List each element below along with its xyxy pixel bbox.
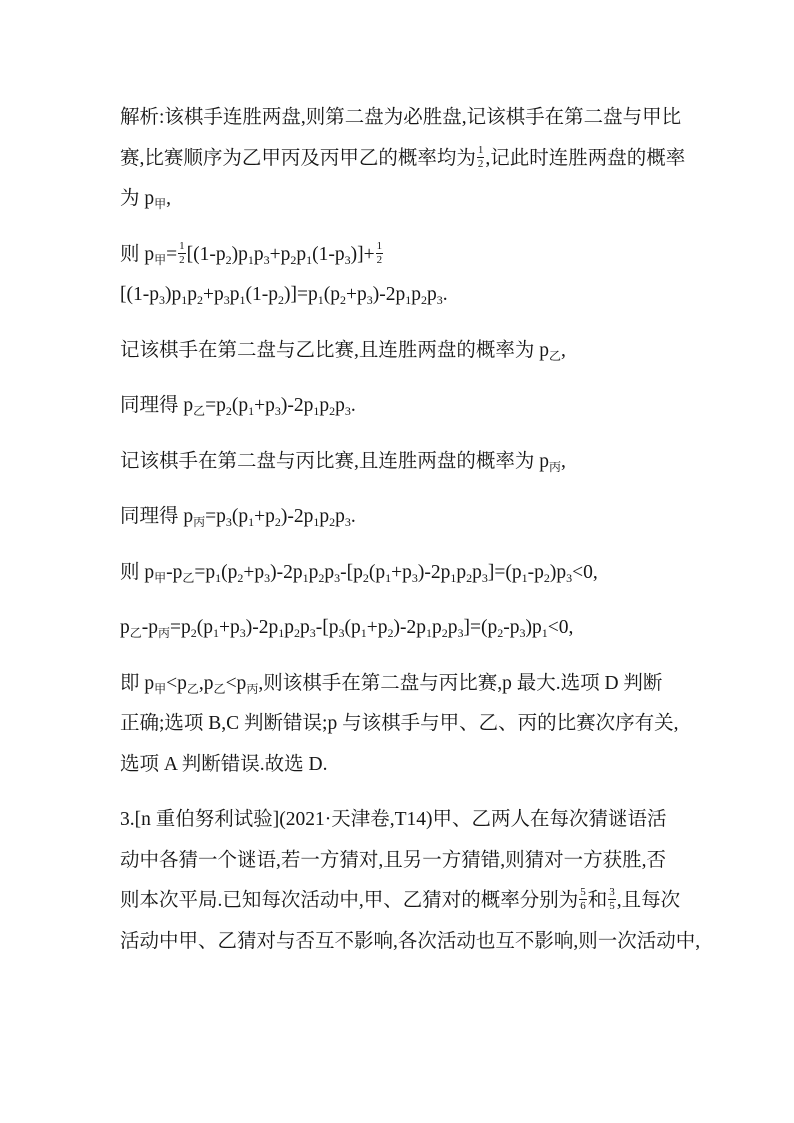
subscript: 1 bbox=[302, 570, 309, 585]
text-run: 记该棋手在第二盘与乙比赛,且连胜两盘的概率为 p bbox=[120, 339, 550, 361]
subscript: 1 bbox=[278, 626, 285, 640]
subscript: 乙 bbox=[193, 404, 206, 418]
paragraph bbox=[120, 442, 760, 483]
text-run: +p bbox=[202, 284, 224, 305]
subscript: 3 bbox=[436, 293, 443, 307]
subscript: 1 bbox=[405, 293, 412, 307]
text-run: p bbox=[319, 395, 330, 416]
text-run: p bbox=[300, 617, 310, 638]
text-run: (p bbox=[231, 506, 249, 527]
text-run: )]=p bbox=[283, 284, 318, 305]
text-line bbox=[120, 841, 760, 882]
subscript: 3 bbox=[344, 515, 351, 529]
subscript: 1 bbox=[215, 570, 222, 585]
subscript: 2 bbox=[237, 570, 244, 585]
subscript: 乙 bbox=[213, 681, 226, 696]
fraction-denominator: 6 bbox=[580, 900, 586, 912]
subscript: 1 bbox=[247, 252, 254, 267]
text-run: p bbox=[229, 284, 240, 305]
subscript: 甲 bbox=[154, 252, 167, 267]
text-line bbox=[120, 922, 760, 963]
text-run: )-2p bbox=[270, 561, 303, 583]
text-run: +p bbox=[243, 561, 265, 583]
text-line bbox=[120, 442, 760, 483]
subscript: 乙 bbox=[186, 681, 199, 696]
subscript: 2 bbox=[466, 570, 473, 585]
subscript: 2 bbox=[196, 293, 203, 307]
subscript: 丙 bbox=[246, 681, 259, 696]
text-run: p bbox=[253, 243, 264, 265]
paragraph bbox=[120, 497, 760, 538]
subscript: 丙 bbox=[193, 515, 206, 529]
text-run: 解析:该棋手连胜两盘,则第二盘为必胜盘,记该棋手在第二盘与甲比 bbox=[120, 107, 682, 128]
document-page-body bbox=[120, 98, 760, 977]
text-run: , bbox=[561, 339, 566, 361]
subscript: 1 bbox=[385, 570, 392, 585]
text-run: <0, bbox=[572, 561, 598, 583]
subscript: 3 bbox=[158, 293, 165, 307]
subscript: 2 bbox=[274, 515, 281, 529]
text-run: )-2p bbox=[245, 617, 279, 638]
text-line bbox=[120, 275, 760, 316]
text-line bbox=[120, 704, 760, 745]
text-line bbox=[120, 98, 760, 139]
fraction bbox=[376, 241, 384, 266]
subscript: 1 bbox=[426, 626, 433, 640]
text-run: <0, bbox=[547, 617, 574, 638]
subscript: 2 bbox=[339, 293, 346, 307]
text-run: <p bbox=[225, 672, 247, 694]
text-run: )]+ bbox=[350, 243, 375, 265]
text-run: -p bbox=[527, 561, 544, 583]
text-run: p bbox=[335, 506, 345, 527]
subscript: 3 bbox=[334, 570, 341, 585]
subscript: 3 bbox=[411, 570, 418, 585]
subscript: 1 bbox=[450, 570, 457, 585]
fraction-denominator: 2 bbox=[179, 253, 185, 266]
text-run: +p bbox=[254, 506, 275, 527]
subscript: 1 bbox=[181, 293, 188, 307]
text-line bbox=[120, 386, 760, 427]
subscript: 1 bbox=[360, 626, 367, 640]
subscript: 2 bbox=[290, 252, 297, 267]
subscript: 2 bbox=[329, 515, 336, 529]
text-run: p bbox=[308, 561, 319, 583]
text-run: )-2p bbox=[280, 395, 314, 416]
text-run: p bbox=[187, 284, 197, 305]
text-run: =p bbox=[170, 617, 191, 638]
fraction-numerator: 5 bbox=[580, 886, 586, 898]
text-line bbox=[120, 497, 760, 538]
text-run: +p bbox=[391, 561, 412, 583]
text-run: ]=(p bbox=[487, 561, 522, 583]
text-line bbox=[120, 331, 760, 372]
text-run: ,记此时连胜两盘的概率 bbox=[485, 147, 686, 169]
subscript: 2 bbox=[318, 570, 325, 585]
text-run: =p bbox=[205, 506, 226, 527]
text-run: [(1-p bbox=[186, 243, 226, 265]
text-run: 则本次平局.已知每次活动中,甲、乙猜对的概率分别为 bbox=[120, 890, 579, 911]
text-line bbox=[120, 235, 760, 276]
text-run: )p bbox=[231, 243, 248, 265]
subscript: 2 bbox=[277, 293, 284, 307]
text-run: (1-p bbox=[312, 243, 345, 265]
fraction bbox=[579, 887, 587, 912]
subscript: 乙 bbox=[129, 626, 142, 640]
subscript: 甲 bbox=[154, 681, 167, 696]
subscript: 3 bbox=[457, 626, 464, 640]
text-run: 和 bbox=[587, 890, 608, 911]
text-run: p bbox=[324, 561, 335, 583]
subscript: 2 bbox=[225, 252, 232, 267]
subscript: 3 bbox=[566, 570, 573, 585]
text-run: 正确;选项 B,C 判断错误;p 与该棋手与甲、乙、丙的比赛次序有关, bbox=[120, 713, 679, 734]
text-run: )p bbox=[525, 617, 542, 638]
subscript: 3 bbox=[274, 404, 281, 418]
text-run: . bbox=[350, 395, 356, 416]
text-run: 同理得 p bbox=[120, 395, 194, 416]
paragraph bbox=[120, 664, 760, 786]
text-run: , bbox=[166, 188, 172, 209]
text-line bbox=[120, 664, 760, 705]
subscript: 甲 bbox=[154, 197, 167, 211]
text-run: (p bbox=[196, 617, 214, 638]
text-run: 则 p bbox=[120, 561, 155, 583]
text-run: )-2p bbox=[280, 506, 314, 527]
text-run: ,p bbox=[198, 672, 214, 694]
text-run: . bbox=[442, 284, 448, 305]
text-run: p bbox=[432, 617, 442, 638]
text-run: )-2p bbox=[417, 561, 451, 583]
text-line bbox=[120, 881, 760, 922]
subscript: 1 bbox=[248, 404, 255, 418]
text-run: 选项 A 判断错误.故选 D. bbox=[120, 753, 328, 775]
fraction bbox=[608, 887, 616, 912]
subscript: 3 bbox=[263, 252, 270, 267]
fraction bbox=[477, 145, 485, 170]
subscript: 1 bbox=[313, 404, 320, 418]
paragraph bbox=[120, 800, 760, 962]
text-run: p bbox=[472, 561, 482, 583]
text-run: p bbox=[120, 617, 130, 638]
text-run: -p bbox=[503, 617, 520, 638]
subscript: 3 bbox=[481, 570, 488, 585]
text-run: p bbox=[426, 284, 437, 305]
text-run: 即 p bbox=[120, 672, 155, 694]
text-run: (p bbox=[323, 284, 340, 305]
text-run: p bbox=[319, 506, 330, 527]
text-run: -[p bbox=[340, 561, 363, 583]
paragraph bbox=[120, 608, 760, 649]
paragraph bbox=[120, 331, 760, 372]
text-line bbox=[120, 179, 760, 220]
text-run: +p bbox=[219, 617, 240, 638]
subscript: 乙 bbox=[549, 348, 562, 363]
fraction-denominator: 2 bbox=[477, 157, 484, 170]
text-run: )p bbox=[549, 561, 567, 583]
text-run: (p bbox=[221, 561, 238, 583]
text-run: p bbox=[296, 243, 307, 265]
subscript: 1 bbox=[213, 626, 220, 640]
text-run: (1-p bbox=[245, 284, 278, 305]
subscript: 3 bbox=[239, 626, 246, 640]
fraction bbox=[178, 241, 186, 266]
fraction-numerator: 1 bbox=[376, 239, 383, 252]
subscript: 2 bbox=[225, 404, 232, 418]
subscript: 2 bbox=[441, 626, 448, 640]
text-run: -p bbox=[166, 561, 183, 583]
text-run: )-2p bbox=[372, 284, 406, 305]
text-run: 动中各猜一个谜语,若一方猜对,且另一方猜错,则猜对一方获胜,否 bbox=[120, 849, 667, 871]
text-run: 为 p bbox=[120, 188, 155, 209]
subscript: 2 bbox=[294, 626, 301, 640]
text-run: p bbox=[335, 395, 345, 416]
subscript: 2 bbox=[190, 626, 197, 640]
subscript: 1 bbox=[317, 293, 324, 307]
text-line bbox=[120, 553, 760, 594]
text-run: (p bbox=[231, 395, 249, 416]
text-line bbox=[120, 608, 760, 649]
text-run: )p bbox=[164, 284, 182, 305]
text-run: -[p bbox=[315, 617, 339, 638]
text-run: =p bbox=[205, 395, 226, 416]
subscript: 3 bbox=[344, 404, 351, 418]
text-run: 记该棋手在第二盘与丙比赛,且连胜两盘的概率为 p bbox=[120, 450, 550, 472]
text-run: p bbox=[447, 617, 458, 638]
subscript: 3 bbox=[223, 293, 230, 307]
text-run: 同理得 p bbox=[120, 506, 194, 527]
subscript: 1 bbox=[248, 515, 255, 529]
text-line bbox=[120, 800, 760, 841]
text-line bbox=[120, 139, 760, 180]
subscript: 乙 bbox=[182, 570, 195, 585]
subscript: 2 bbox=[329, 404, 336, 418]
text-run: =p bbox=[194, 561, 216, 583]
text-run: ]=(p bbox=[463, 617, 498, 638]
paragraph bbox=[120, 98, 760, 220]
paragraph bbox=[120, 235, 760, 316]
text-run: ,则该棋手在第二盘与丙比赛,p 最大.选项 D 判断 bbox=[258, 672, 663, 694]
text-run: 则 p bbox=[120, 243, 155, 265]
text-run: +p bbox=[366, 617, 388, 638]
text-run: (p bbox=[368, 561, 386, 583]
subscript: 1 bbox=[541, 626, 548, 640]
text-run: p bbox=[411, 284, 421, 305]
subscript: 2 bbox=[362, 570, 369, 585]
text-run: +p bbox=[345, 284, 367, 305]
fraction-numerator: 3 bbox=[609, 886, 615, 898]
text-run: <p bbox=[166, 672, 187, 694]
subscript: 3 bbox=[264, 570, 271, 585]
subscript: 2 bbox=[543, 570, 550, 585]
text-run: 赛,比赛顺序为乙甲丙及丙甲乙的概率均为 bbox=[120, 147, 476, 169]
paragraph bbox=[120, 386, 760, 427]
text-run: 活动中甲、乙猜对与否互不影响,各次活动也互不影响,则一次活动中, bbox=[120, 930, 701, 952]
text-run: p bbox=[456, 561, 467, 583]
subscript: 丙 bbox=[158, 626, 171, 640]
subscript: 1 bbox=[306, 252, 313, 267]
text-run: +p bbox=[269, 243, 291, 265]
subscript: 3 bbox=[225, 515, 232, 529]
text-run: . bbox=[350, 506, 356, 527]
subscript: 1 bbox=[239, 293, 246, 307]
subscript: 3 bbox=[309, 626, 316, 640]
subscript: 3 bbox=[519, 626, 526, 640]
text-run: 3.[n 重伯努利试验](2021·天津卷,T14)甲、乙两人在每次猜谜语活 bbox=[120, 809, 667, 830]
text-run: (p bbox=[344, 617, 361, 638]
text-run: , bbox=[561, 450, 566, 472]
subscript: 2 bbox=[420, 293, 427, 307]
fraction-denominator: 2 bbox=[376, 253, 383, 266]
subscript: 2 bbox=[497, 626, 504, 640]
subscript: 3 bbox=[338, 626, 345, 640]
paragraph bbox=[120, 553, 760, 594]
text-run: p bbox=[284, 617, 295, 638]
subscript: 1 bbox=[313, 515, 320, 529]
text-run: +p bbox=[254, 395, 275, 416]
text-run: ,且每次 bbox=[616, 890, 681, 911]
text-run: [(1-p bbox=[120, 284, 159, 305]
fraction-numerator: 1 bbox=[179, 239, 185, 252]
text-run: = bbox=[166, 243, 178, 265]
subscript: 1 bbox=[521, 570, 528, 585]
text-line bbox=[120, 745, 760, 786]
fraction-numerator: 1 bbox=[477, 143, 484, 156]
text-run: )-2p bbox=[393, 617, 427, 638]
subscript: 甲 bbox=[154, 570, 167, 585]
subscript: 3 bbox=[366, 293, 373, 307]
subscript: 2 bbox=[387, 626, 394, 640]
fraction-denominator: 5 bbox=[609, 900, 615, 912]
subscript: 3 bbox=[344, 252, 351, 267]
text-run: -p bbox=[141, 617, 159, 638]
subscript: 丙 bbox=[549, 459, 562, 474]
